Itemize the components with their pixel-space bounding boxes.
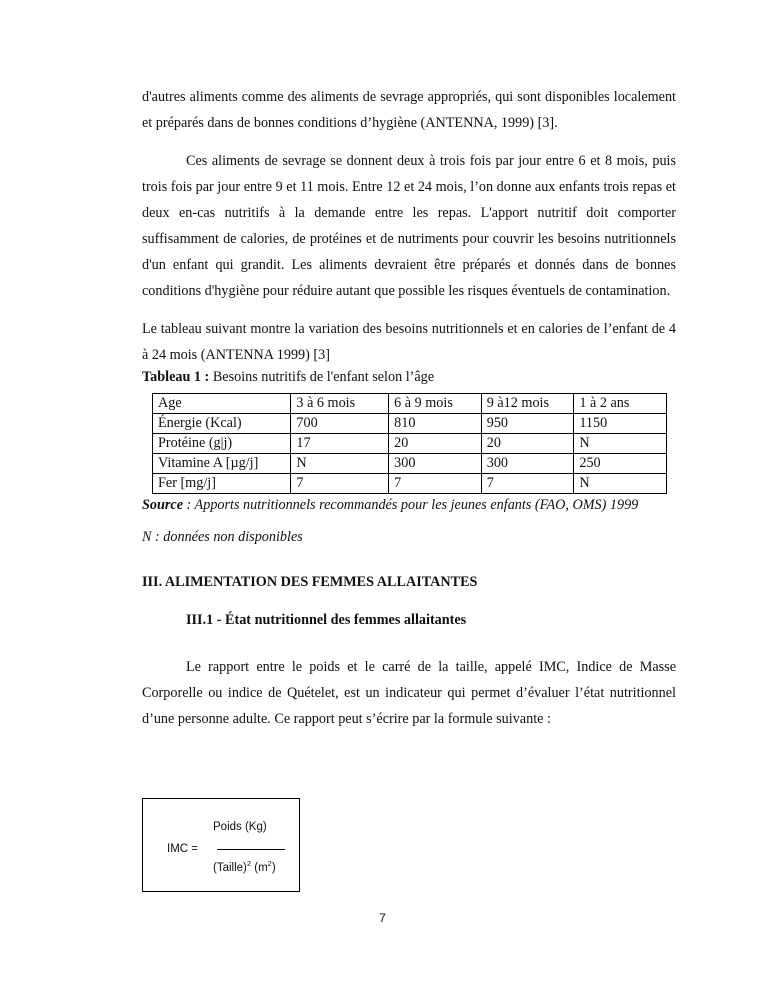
- table-note: N : données non disponibles: [142, 529, 303, 545]
- table-cell: 300: [481, 454, 574, 474]
- table-header-cell: 1 à 2 ans: [574, 394, 667, 414]
- table-source-text: : Apports nutritionnels recommandés pour les jeunes enfants (FAO, OMS) 1999: [183, 497, 639, 513]
- table-source-label: Source: [142, 497, 183, 513]
- table-cell: Protéine (g|j): [153, 434, 291, 454]
- formula-den-part: ): [271, 862, 276, 874]
- table-cell: 20: [481, 434, 574, 454]
- table-cell: 7: [389, 474, 482, 494]
- table-cell: 300: [389, 454, 482, 474]
- page-number: 7: [379, 911, 386, 925]
- paragraph-table-intro: Le tableau suivant montre la variation des besoins nutritionnels et en calories de l’enfant de 4 à 24 mois (ANTENNA 1999) [3]: [142, 321, 676, 363]
- table-source: [142, 494, 676, 516]
- table-cell: Énergie (Kcal): [153, 414, 291, 434]
- formula-exponent: 2: [246, 859, 252, 869]
- formula-exponent: 2: [267, 859, 272, 869]
- table-header-cell: 6 à 9 mois: [389, 394, 482, 414]
- table-row: [153, 434, 667, 454]
- table-header-cell: Age: [153, 394, 291, 414]
- paragraph-feeding-schedule: Ces aliments de sevrage se donnent deux à trois fois par jour entre 6 et 8 mois, puis trois fois par jour entre 9 et 11 mois. Entre 12 et 24 mois, l’on donne aux enfants trois repas et deux en-cas nutritifs à la demande entre les repas. L'apport nutritif doit comporter suffisamment de calories, de protéines et de nutriments pour couvrir les besoins nutritionnels d'un enfant qui grandit. Les aliments devraient être préparés et donnés dans de bonnes conditions d'hygiène pour réduire autant que possible les risques éventuels de contamination.: [142, 153, 676, 299]
- imc-formula-box: [142, 798, 300, 892]
- table-cell: N: [291, 454, 389, 474]
- table-cell: 1150: [574, 414, 667, 434]
- formula-lhs: IMC =: [167, 843, 198, 855]
- table-cell: N: [574, 434, 667, 454]
- table-caption: [142, 366, 676, 388]
- table-cell: 950: [481, 414, 574, 434]
- formula-den-part: (Taille): [213, 862, 247, 874]
- table-cell: 700: [291, 414, 389, 434]
- table-caption-label: Tableau 1 :: [142, 369, 210, 385]
- table-row: [153, 454, 667, 474]
- section-heading: III. ALIMENTATION DES FEMMES ALLAITANTES: [142, 574, 478, 590]
- table-caption-text: Besoins nutritifs de l'enfant selon l’âge: [209, 369, 435, 385]
- table-header-cell: 9 à12 mois: [481, 394, 574, 414]
- document-body: [142, 84, 676, 732]
- paragraph-weaning-foods: d'autres aliments comme des aliments de sevrage appropriés, qui sont disponibles localement et préparés dans de bonnes conditions d’hygiène (ANTENNA, 1999) [3].: [142, 89, 676, 131]
- table-row: [153, 414, 667, 434]
- table-cell: 20: [389, 434, 482, 454]
- table-cell: N: [574, 474, 667, 494]
- table-cell: 7: [291, 474, 389, 494]
- subsection-heading: III.1 - État nutritionnel des femmes allaitantes: [186, 612, 467, 628]
- formula-numerator: Poids (Kg): [213, 821, 267, 833]
- table-cell: 250: [574, 454, 667, 474]
- paragraph-imc: Le rapport entre le poids et le carré de la taille, appelé IMC, Indice de Masse Corporelle ou indice de Quételet, est un indicateur qui permet d’évaluer l’état nutritionnel d’une personne adulte. Ce rapport peut s’écrire par la formule suivante :: [142, 659, 676, 727]
- table-cell: Fer [mg/j]: [153, 474, 291, 494]
- nutrition-table: [152, 393, 667, 494]
- table-row: [153, 474, 667, 494]
- table-header-cell: 3 à 6 mois: [291, 394, 389, 414]
- table-cell: 17: [291, 434, 389, 454]
- table-header-row: [153, 394, 667, 414]
- table-cell: 7: [481, 474, 574, 494]
- table-cell: Vitamine A [µg/j]: [153, 454, 291, 474]
- formula-fraction-bar: [217, 849, 285, 850]
- formula-denominator: [213, 859, 276, 874]
- formula-den-part: (m: [251, 862, 268, 874]
- table-cell: 810: [389, 414, 482, 434]
